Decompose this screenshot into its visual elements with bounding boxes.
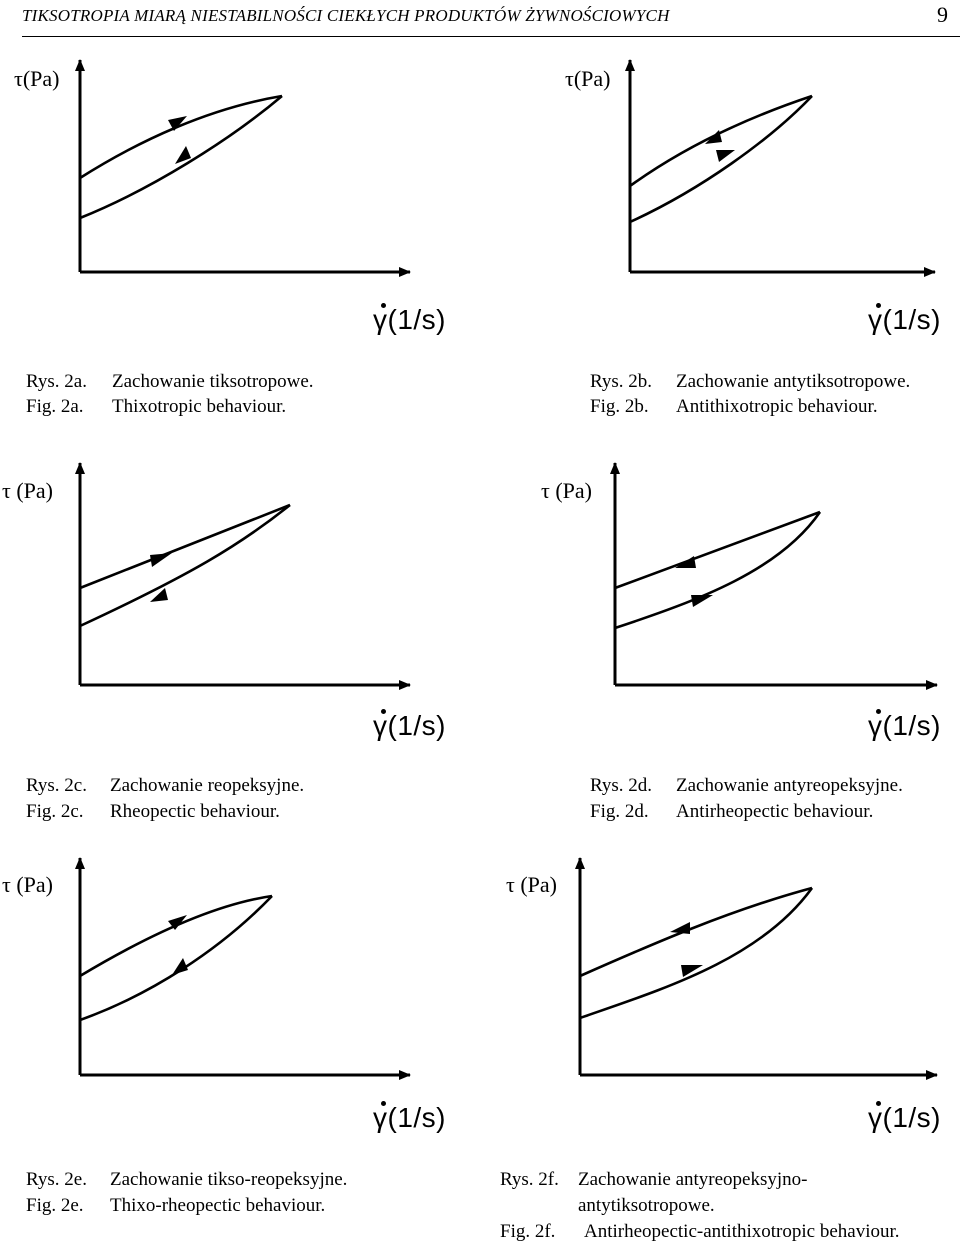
figure-2e-caption-text-en: Thixo-rheopectic behaviour. [110,1195,326,1216]
figure-2f-caption-text-pl-cont: antytiksotropowe. [578,1195,715,1216]
up-line [80,505,290,588]
figure-2c-caption-tag-pl: Rys. 2c. [26,775,87,796]
figure-2e-caption-text-pl: Zachowanie tikso-reopeksyjne. [110,1169,348,1190]
figure-2f-x-axis-label: γ(1/s) [868,1102,941,1133]
figure-2b-caption-tag-pl: Rys. 2b. [590,371,653,392]
figure-2b-y-axis-label: τ(Pa) [565,66,611,91]
down-curve [580,888,812,976]
figure-2f-caption-text-pl: Zachowanie antyreopeksyjno- [578,1169,808,1190]
figure-2a-caption-text-pl: Zachowanie tiksotropowe. [112,371,314,392]
figure-2e-caption-tag-en: Fig. 2e. [26,1195,84,1216]
figure-2d-caption-tag-en: Fig. 2d. [590,801,649,822]
figure-2b-caption-tag-en: Fig. 2b. [590,396,649,417]
figure-2f-y-axis-label: τ (Pa) [506,872,557,897]
figure-2c-caption-tag-en: Fig. 2c. [26,801,84,822]
figure-2f-caption-tag-pl: Rys. 2f. [500,1169,559,1190]
down-arrow [670,922,690,934]
running-header-title: TIKSOTROPIA MIARĄ NIESTABILNOŚCI CIEKŁYCH PRODUKTÓW ŻYWNOŚCIOWYCH [22,6,670,25]
down-line [615,512,820,588]
figure-2a-caption-text-en: Thixotropic behaviour. [112,396,287,417]
figure-2b-caption-text-pl: Zachowanie antytiksotropowe. [676,371,911,392]
down-curve [80,505,290,626]
figure-2d-caption-text-pl: Zachowanie antyreopeksyjne. [676,775,903,796]
up-arrow [691,595,713,607]
down-arrow [675,556,696,568]
figure-2e-plot [80,858,410,1075]
figure-2d-caption-tag-pl: Rys. 2d. [590,775,653,796]
figure-2c-caption-text-en: Rheopectic behaviour. [110,801,280,822]
figure-2b-x-axis-label: γ(1/s) [868,304,941,335]
figure-2a-x-axis-label: γ(1/s) [373,304,446,335]
figure-2e-caption-tag-pl: Rys. 2e. [26,1169,87,1190]
figure-2d-x-axis-label: γ(1/s) [868,710,941,741]
up-arrow [716,150,735,162]
figure-2f-plot [580,858,937,1075]
figure-2c-plot [80,463,410,685]
figure-2f-caption-tag-en: Fig. 2f. [500,1221,556,1242]
figure-2e-y-axis-label: τ (Pa) [2,872,53,897]
figure-2b-caption-text-en: Antithixotropic behaviour. [676,396,878,417]
figure-2c-x-axis-label: γ(1/s) [373,710,446,741]
up-curve [615,512,820,628]
figure-2d-caption-text-en: Antirheopectic behaviour. [676,801,874,822]
figure-2b-plot [630,60,935,272]
down-arrow [705,130,722,144]
figure-2d-plot [615,463,937,685]
figure-2d-y-axis-label: τ (Pa) [541,478,592,503]
figure-2a-plot [80,60,410,272]
up-curve [80,896,272,976]
figure-2e-x-axis-label: γ(1/s) [373,1102,446,1133]
up-curve [580,888,812,1018]
down-arrow [172,958,188,975]
figure-2a-caption-tag-pl: Rys. 2a. [26,371,87,392]
page-number: 9 [937,2,948,27]
figure-2c-y-axis-label: τ (Pa) [2,478,53,503]
up-arrow [150,553,172,567]
figure-2f-caption-text-en: Antirheopectic-antithixotropic behaviour. [584,1221,900,1242]
figure-2a-caption-tag-en: Fig. 2a. [26,396,84,417]
figure-2a-y-axis-label: τ(Pa) [14,66,60,91]
figure-2c-caption-text-pl: Zachowanie reopeksyjne. [110,775,305,796]
